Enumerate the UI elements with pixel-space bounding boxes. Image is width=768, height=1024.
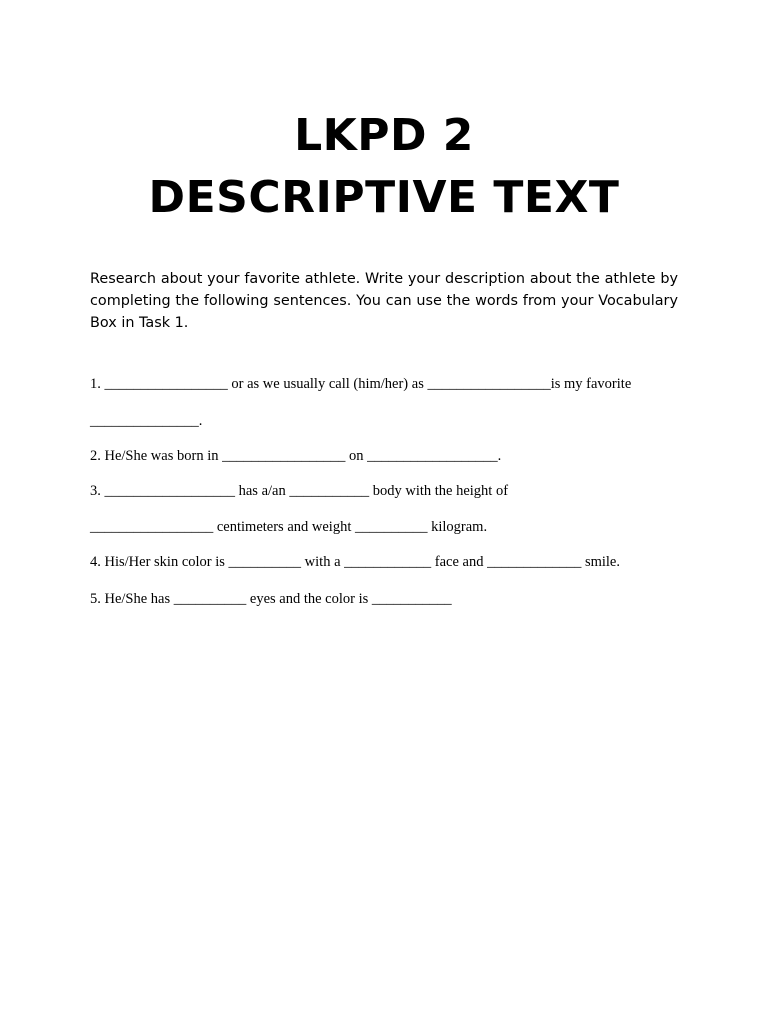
sentence-5: 5. He/She has __________ eyes and the color is ___________ <box>90 591 452 607</box>
sentence-2: 2. He/She was born in _________________ on __________________. <box>90 448 502 464</box>
worksheet-title: LKPD 2 <box>294 110 474 161</box>
sentence-4: 4. His/Her skin color is __________ with a ____________ face and _____________ smile. <box>90 554 620 570</box>
instructions-line: Box in Task 1. <box>90 315 189 331</box>
instructions-line: Research about your favorite athlete. Write your description about the athlete by <box>90 271 678 287</box>
sentence-3-continued: _________________ centimeters and weight __________ kilogram. <box>90 519 488 535</box>
sentence-1: 1. _________________ or as we usually call (him/her) as _________________is my favorite <box>90 376 632 392</box>
sentence-3: 3. __________________ has a/an ___________ body with the height of <box>90 483 509 499</box>
instructions-paragraph <box>90 268 678 334</box>
worksheet-subtitle: DESCRIPTIVE TEXT <box>148 172 620 223</box>
sentence-1-continued: _______________. <box>90 413 203 429</box>
instructions-line: completing the following sentences. You can use the words from your Vocabulary <box>90 293 678 309</box>
